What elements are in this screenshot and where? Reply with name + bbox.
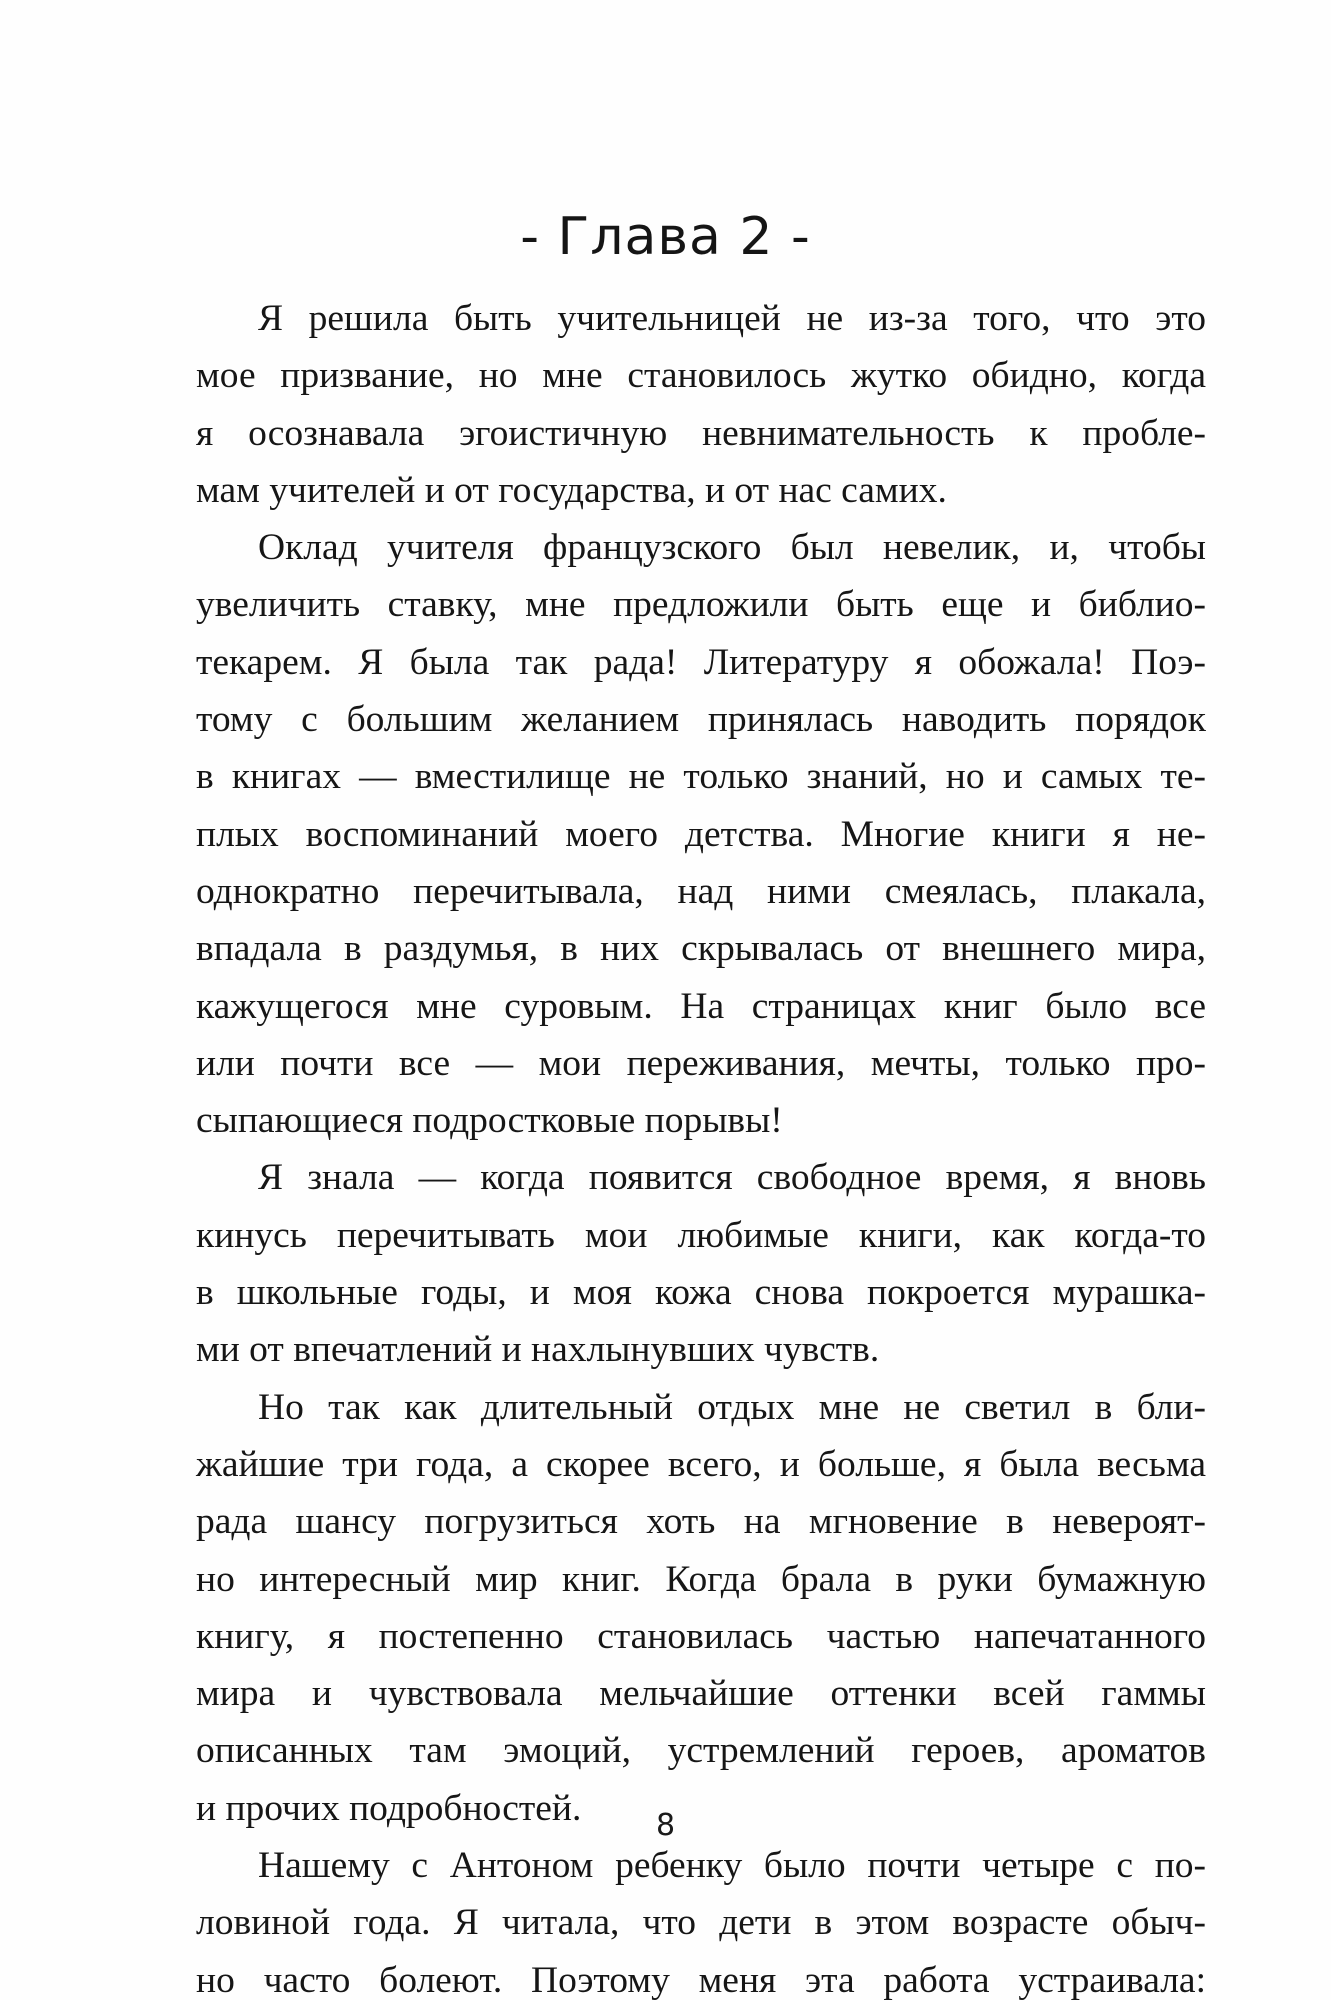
text-line: книгу, я постепенно становилась частью напечатанного — [196, 1615, 1206, 1657]
text-line: впадала в раздумья, в них скрывалась от внешнего мира, — [196, 928, 1206, 970]
text-line: в школьные годы, и моя кожа снова покроется мурашка- — [196, 1272, 1206, 1314]
text-line: рада шансу погрузиться хоть на мгновение в невероят- — [196, 1501, 1206, 1543]
text-line: увеличить ставку, мне предложили быть еще и библио- — [196, 584, 1206, 626]
text-line: или почти все — мои переживания, мечты, только про- — [196, 1042, 1206, 1084]
text-line: в книгах — вместилище не только знаний, но и самых те- — [196, 756, 1206, 798]
text-line: сыпающиеся подростковые порывы! — [196, 1100, 783, 1142]
text-line: ми от впечатлений и нахлынувших чувств. — [196, 1329, 880, 1371]
paragraph — [196, 290, 1206, 519]
paragraph — [196, 1379, 1206, 1837]
body-text — [196, 290, 1206, 2009]
paragraph — [196, 1837, 1206, 2009]
text-line: и прочих подробностей. — [196, 1787, 582, 1829]
text-line: но часто болеют. Поэтому меня эта работа устраивала: — [196, 1959, 1206, 2001]
text-line: Но так как длительный отдых мне не светил в бли- — [258, 1386, 1206, 1428]
text-line: Оклад учителя французского был невелик, и, чтобы — [258, 527, 1206, 569]
text-line: Нашему с Антоном ребенку было почти четыре с по- — [258, 1845, 1206, 1887]
page-number: 8 — [655, 1808, 676, 1843]
text-line: мое призвание, но мне становилось жутко обидно, когда — [196, 355, 1206, 397]
text-line: Я решила быть учительницей не из-за того, что это — [258, 298, 1206, 339]
paragraph — [196, 1149, 1206, 1378]
text-line: тому с большим желанием принялась наводить порядок — [196, 699, 1206, 741]
chapter-title: - Глава 2 - — [520, 207, 811, 267]
text-line: жайшие три года, а скорее всего, и больше, я была весьма — [196, 1443, 1206, 1485]
text-line: я осознавала эгоистичную невнимательность к пробле- — [196, 412, 1206, 454]
text-line: описанных там эмоций, устремлений героев, ароматов — [196, 1730, 1206, 1772]
text-line: ловиной года. Я читала, что дети в этом возрасте обыч- — [196, 1902, 1206, 1944]
text-line: кинусь перечитывать мои любимые книги, как когда-то — [196, 1214, 1206, 1256]
text-line: текарем. Я была так рада! Литературу я обожала! Поэ- — [196, 641, 1206, 683]
text-line: однократно перечитывала, над ними смеялась, плакала, — [196, 870, 1206, 912]
text-line: мира и чувствовала мельчайшие оттенки всей гаммы — [196, 1673, 1206, 1715]
text-line: кажущегося мне суровым. На страницах книг было все — [196, 985, 1206, 1027]
text-line: Я знала — когда появится свободное время, я вновь — [258, 1157, 1206, 1199]
text-line: мам учителей и от государства, и от нас самих. — [196, 469, 947, 511]
text-line: но интересный мир книг. Когда брала в руки бумажную — [196, 1558, 1206, 1600]
paragraph — [196, 519, 1206, 1149]
text-line: плых воспоминаний моего детства. Многие книги я не- — [196, 813, 1206, 855]
